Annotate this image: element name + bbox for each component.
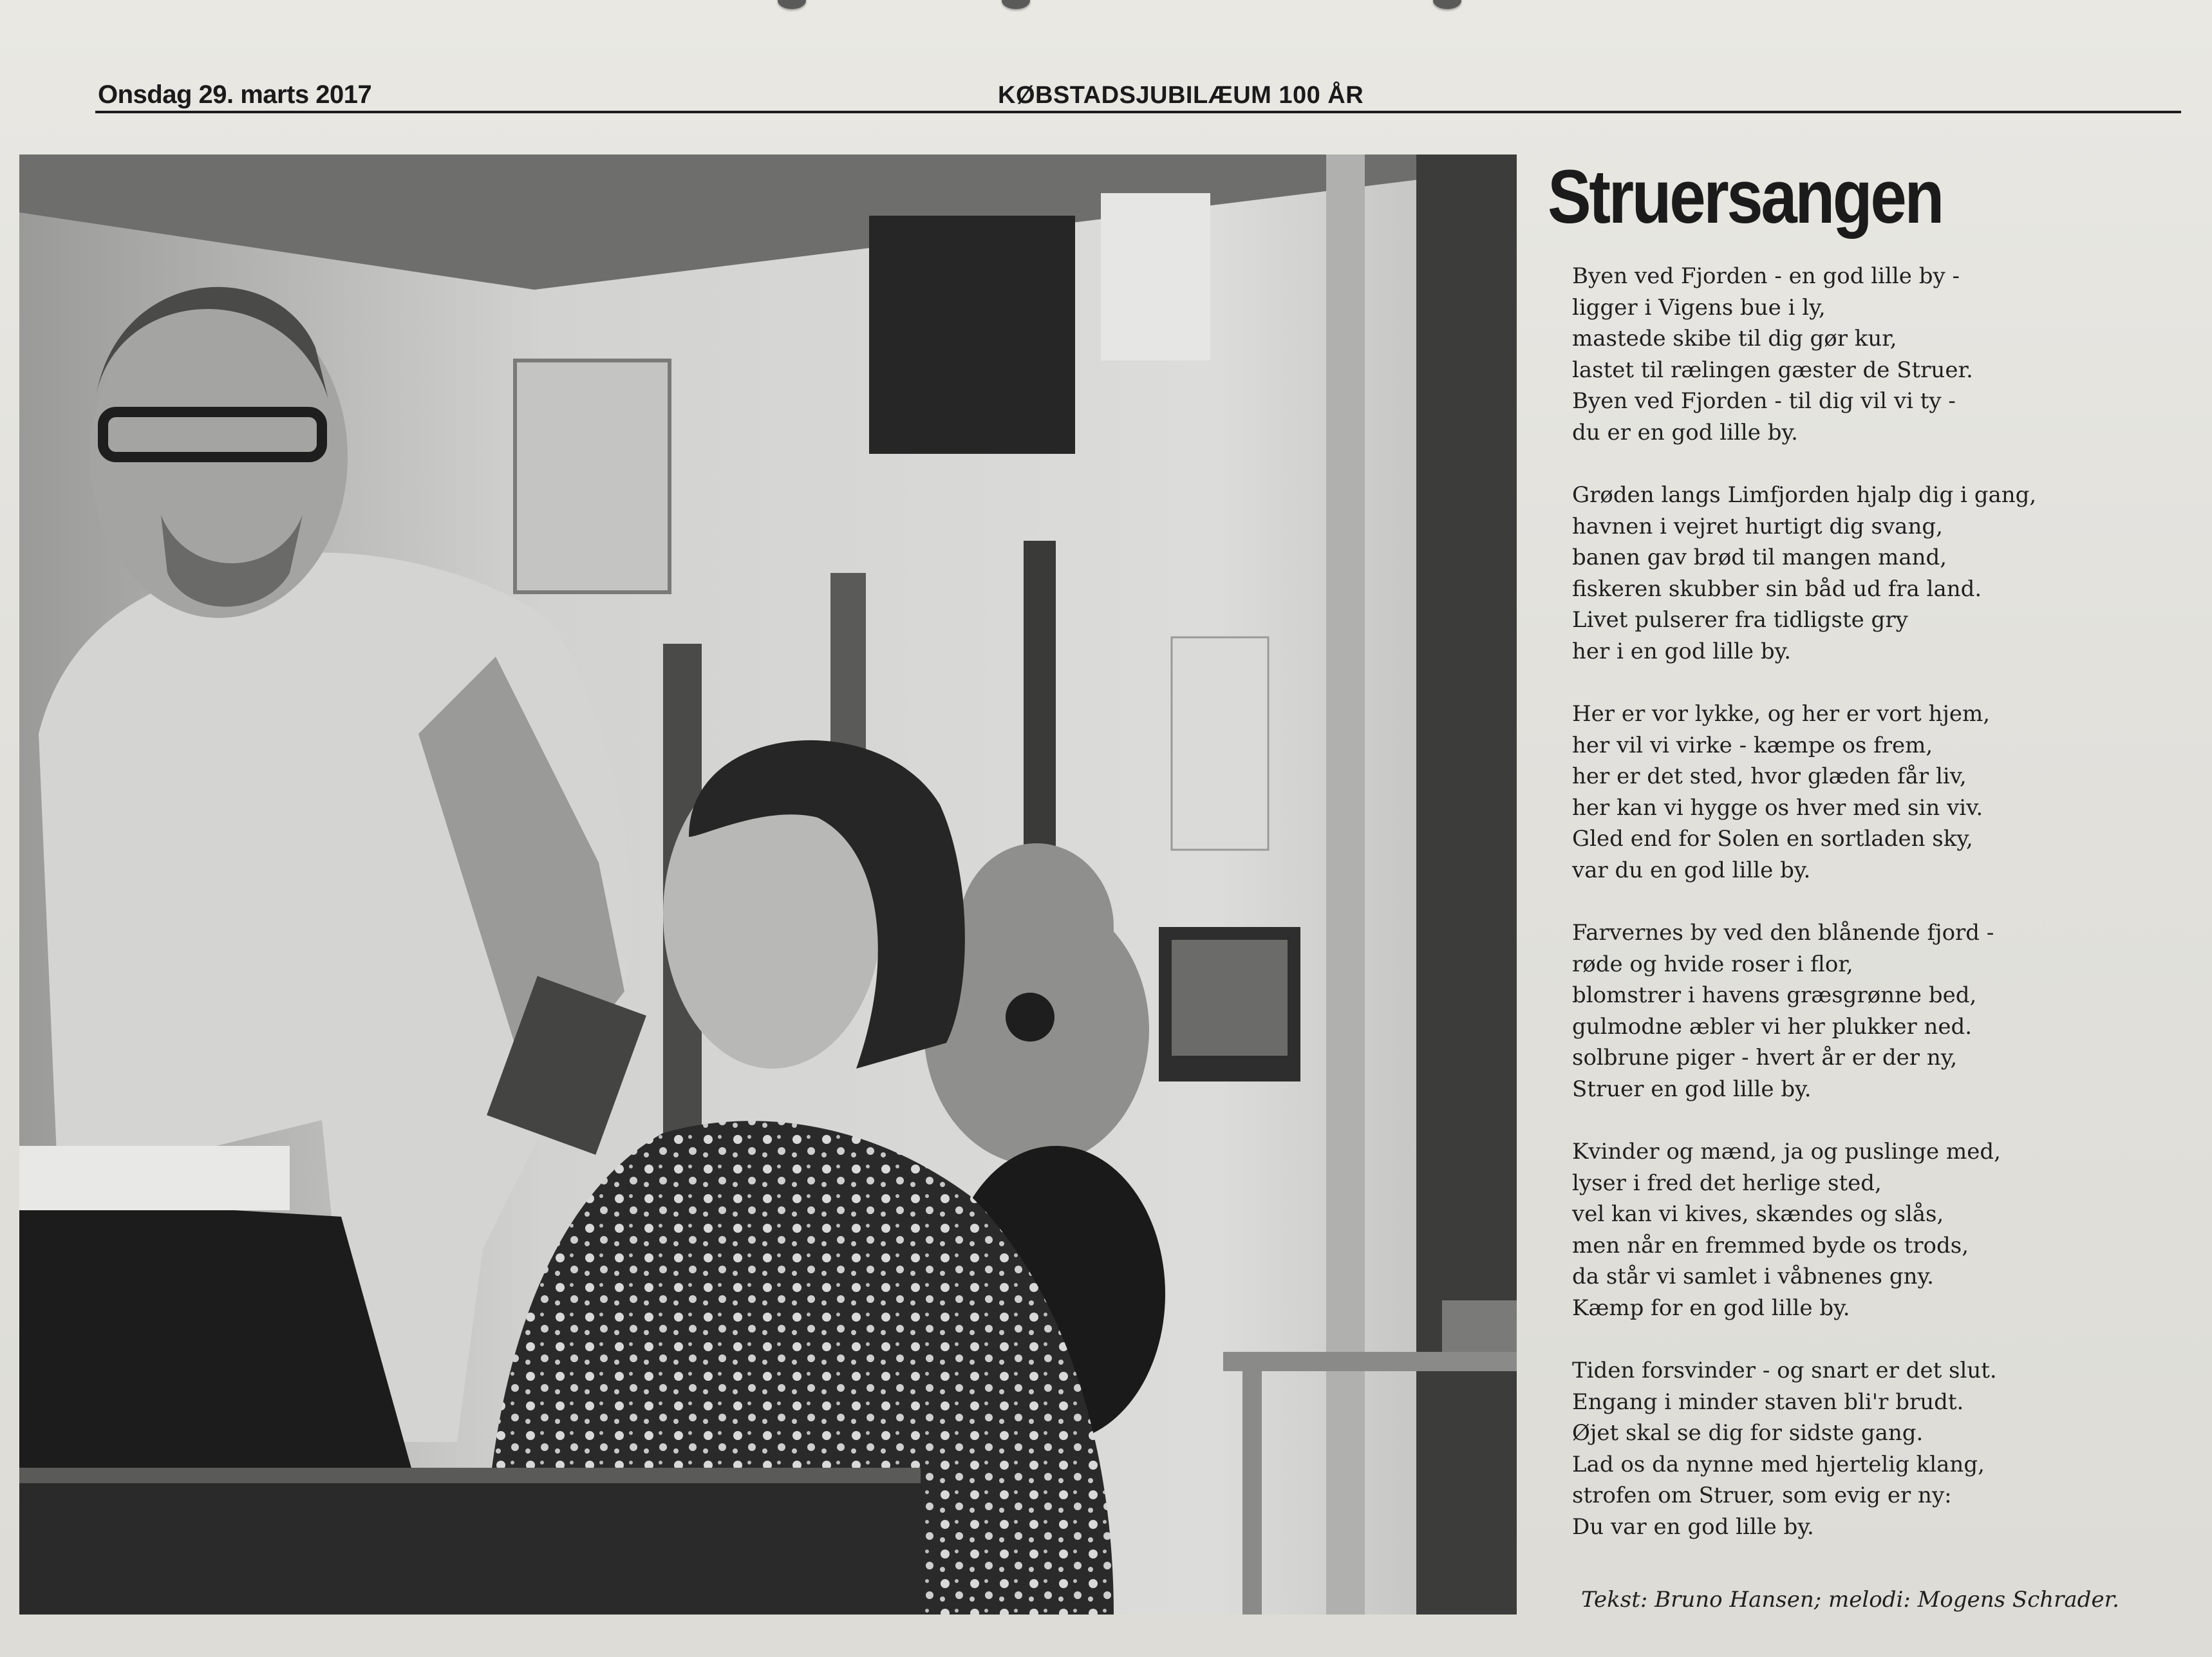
- poem-line: Livet pulserer fra tidligste gry: [1572, 607, 1908, 633]
- poem-line: ligger i Vigens bue i ly,: [1572, 294, 1826, 321]
- poem-line: da står vi samlet i våbnenes gny.: [1572, 1264, 1934, 1289]
- poem-line: vel kan vi kives, skændes og slås,: [1572, 1201, 1944, 1227]
- article-title: Struersangen: [1548, 154, 1942, 239]
- article-credit: Tekst: Bruno Hansen; melodi: Mogens Schrader.: [1581, 1587, 2119, 1613]
- poem-line: Struer en god lille by.: [1572, 1076, 1812, 1102]
- page-header: [95, 76, 2181, 113]
- poem-line: Engang i minder staven bli'r brudt.: [1572, 1389, 1964, 1415]
- poem-line: her kan vi hygge os hver med sin viv.: [1572, 794, 1983, 821]
- binder-hole: [1002, 0, 1030, 9]
- poem-line: du er en god lille by.: [1572, 419, 1798, 445]
- poem-line: Her er vor lykke, og her er vort hjem,: [1572, 701, 1991, 727]
- poem-line: Grøden langs Limfjorden hjalp dig i gang,: [1572, 482, 2037, 508]
- poem-line: Gled end for Solen en sortladen sky,: [1572, 826, 1973, 852]
- poem-body: [1572, 261, 2151, 1574]
- header-date: Onsdag 29. marts 2017: [98, 80, 372, 109]
- poem-line: Du var en god lille by.: [1572, 1513, 1814, 1540]
- poem-line: her i en god lille by.: [1572, 638, 1792, 664]
- poem-line: Tiden forsvinder - og snart er det slut.: [1572, 1358, 1997, 1383]
- poem-line: banen gav brød til mangen mand,: [1572, 545, 1947, 570]
- poem-line: havnen i vejret hurtigt dig svang,: [1572, 513, 1943, 539]
- poem-line: her vil vi virke - kæmpe os frem,: [1572, 732, 1933, 758]
- poem-line: fiskeren skubber sin båd ud fra land.: [1572, 576, 1982, 602]
- header-section: KØBSTADSJUBILÆUM 100 ÅR: [998, 82, 1364, 109]
- poem-stanza: [1572, 698, 2151, 886]
- poem-stanza: [1572, 480, 2151, 667]
- article-photo: [19, 154, 1517, 1615]
- poem-line: røde og hvide roser i flor,: [1572, 951, 1853, 977]
- poem-line: gulmodne æbler vi her plukker ned.: [1572, 1013, 1973, 1040]
- poem-line: Øjet skal se dig for sidste gang.: [1572, 1420, 1924, 1446]
- poem-line: Kæmp for en god lille by.: [1572, 1295, 1850, 1321]
- poem-line: Kvinder og mænd, ja og puslinge med,: [1572, 1139, 2001, 1165]
- poem-line: lastet til rælingen gæster de Struer.: [1572, 357, 1973, 383]
- poem-line: Byen ved Fjorden - til dig vil vi ty -: [1572, 388, 1956, 414]
- poem-line: mastede skibe til dig gør kur,: [1572, 326, 1897, 351]
- poem-line: solbrune piger - hvert år er der ny,: [1572, 1045, 1958, 1071]
- poem-line: Byen ved Fjorden - en god lille by -: [1572, 263, 1960, 289]
- poem-stanza: [1572, 1136, 2151, 1324]
- poem-line: Lad os da nynne med hjertelig klang,: [1572, 1451, 1985, 1477]
- binder-hole: [778, 0, 806, 9]
- poem-line: strofen om Struer, som evig er ny:: [1572, 1483, 1952, 1508]
- poem-line: var du en god lille by.: [1572, 857, 1811, 883]
- poem-stanza: [1572, 917, 2151, 1105]
- poem-line: her er det sted, hvor glæden får liv,: [1572, 763, 1967, 789]
- poem-stanza: [1572, 261, 2151, 448]
- poem-line: lyser i fred det herlige sted,: [1572, 1170, 1882, 1196]
- poem-line: blomstrer i havens græsgrønne bed,: [1572, 982, 1977, 1008]
- poem-stanza: [1572, 1355, 2151, 1542]
- poem-line: Farvernes by ved den blånende fjord -: [1572, 920, 1994, 946]
- binder-hole: [1433, 0, 1461, 9]
- poem-line: men når en fremmed byde os trods,: [1572, 1232, 1969, 1259]
